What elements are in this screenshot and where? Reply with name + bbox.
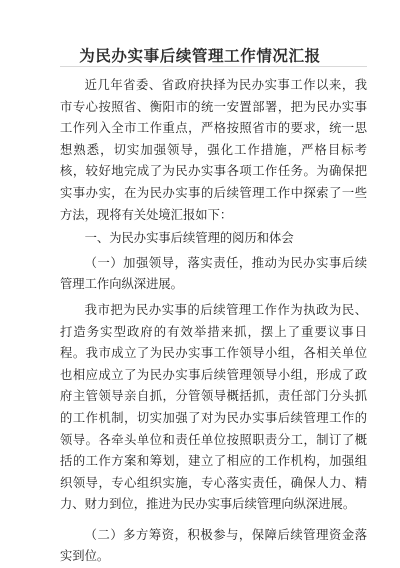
document-body xyxy=(60,75,367,568)
subsection-heading-2: （二）多方筹资，积极参与，保障后续管理资金落实到位。 xyxy=(60,527,367,564)
title-divider xyxy=(60,66,367,67)
subsection-heading-1: （一）加强领导，落实责任，推动为民办实事后续管理工作向纵深进展。 xyxy=(60,255,367,292)
intro-paragraph: 近几年省委、省政府抉择为民办实事工作以来，我市专心按照省、衡阳市的统一安置部署，把为民办实事工作列入全市工作重点，严格按照省市的要求，统一思想熟悉，切实加强领导，强化工作措施，严格目标考核，较好地完成了为民办实事各项工作任务。为确保把实事办实，在为民办实事的后续管理工作中探索了一些方法，现将有关处境汇报如下： xyxy=(60,78,367,222)
body-paragraph: 我市把为民办实事的后续管理工作作为执政为民、打造务实型政府的有效举措来抓，摆上了重要议事日程。我市成立了为民办实事工作领导小组，各相关单位也相应成立了为民办实事后续管理领导小组，形成了政府主管领导亲自抓，分管领导概括抓，责任部门分头抓的工作机制，切实加强了对为民办实事后续管理工作的领导。各牵头单位和责任单位按照职责分工，制订了概括的工作方案和筹划，建立了相应的工作机构，加强组织领导，专心组织实施，专心落实责任，确保人力、精力、财力到位，推进为民办实事后续管理向纵深进展。 xyxy=(60,302,367,512)
document-title: 为民办实事后续管理工作情况汇报 xyxy=(79,46,321,65)
section-heading: 一、为民办实事后续管理的阅历和体会 xyxy=(84,231,294,246)
